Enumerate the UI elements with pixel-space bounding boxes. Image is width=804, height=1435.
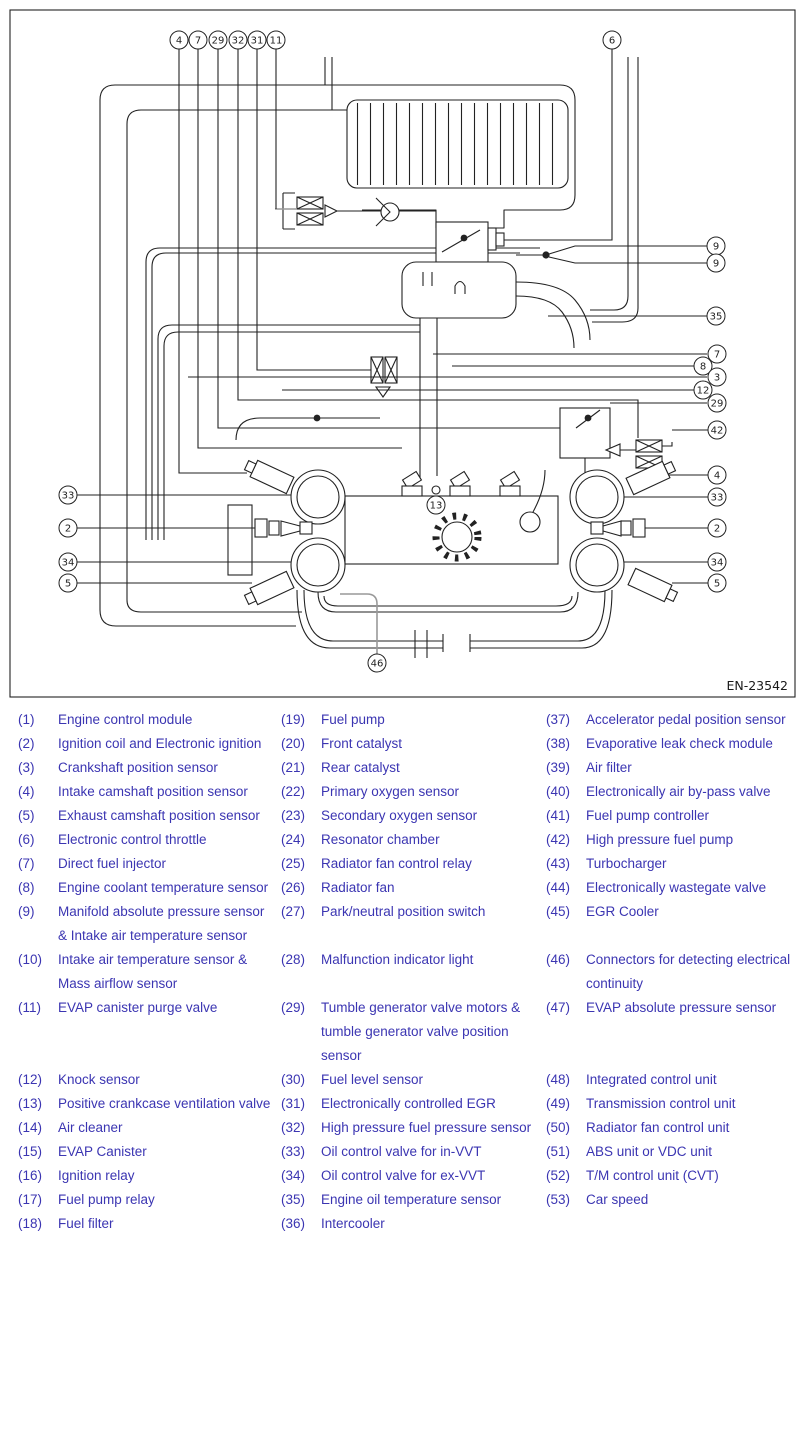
legend-item-number: (7) xyxy=(18,856,35,871)
legend-item-label: Engine oil temperature sensor xyxy=(321,1192,502,1207)
legend-item xyxy=(281,876,546,900)
legend-item-label: Tumble generator valve motors & tumble generator valve position sensor xyxy=(321,1000,521,1063)
callout-42 xyxy=(708,421,726,439)
legend-item-label: Transmission control unit xyxy=(586,1096,736,1111)
legend-item xyxy=(546,732,804,756)
legend-item-label: Front catalyst xyxy=(321,736,403,751)
legend-item xyxy=(18,996,281,1020)
legend-item-label: High pressure fuel pressure sensor xyxy=(321,1120,532,1135)
legend-item xyxy=(546,1092,804,1116)
legend-row xyxy=(18,900,804,948)
legend-row xyxy=(18,1068,804,1092)
legend-item-label: EGR Cooler xyxy=(586,904,659,919)
svg-text:3: 3 xyxy=(713,372,721,384)
legend-item-number: (25) xyxy=(281,856,306,871)
legend-item xyxy=(18,828,281,852)
svg-text:29: 29 xyxy=(211,35,225,47)
figure-code: EN-23542 xyxy=(726,678,788,693)
svg-text:12: 12 xyxy=(696,385,710,397)
legend-row xyxy=(18,1092,804,1116)
svg-text:42: 42 xyxy=(710,425,724,437)
callout-2 xyxy=(708,519,726,537)
legend-item xyxy=(18,708,281,732)
legend-item xyxy=(281,948,546,972)
callout-33 xyxy=(59,486,77,504)
legend-item-number: (8) xyxy=(18,880,35,895)
legend-item xyxy=(281,1140,546,1164)
legend-item-number: (1) xyxy=(18,712,35,727)
svg-text:7: 7 xyxy=(194,35,202,47)
legend-item xyxy=(281,708,546,732)
legend-row xyxy=(18,852,804,876)
legend-item-label: Electronic control throttle xyxy=(58,832,207,847)
legend-item-number: (6) xyxy=(18,832,35,847)
legend-item-number: (18) xyxy=(18,1216,43,1231)
svg-text:35: 35 xyxy=(709,311,723,323)
legend-item xyxy=(281,852,546,876)
legend-item-label: Exhaust camshaft position sensor xyxy=(58,808,260,823)
legend-item-label: Engine coolant temperature sensor xyxy=(58,880,269,895)
legend-item xyxy=(18,948,281,996)
legend-item-number: (51) xyxy=(546,1144,571,1159)
svg-text:11: 11 xyxy=(269,35,283,47)
callout-3 xyxy=(708,368,726,386)
legend-item xyxy=(281,1212,546,1236)
callout-11 xyxy=(267,31,285,49)
legend-item-number: (45) xyxy=(546,904,571,919)
legend-item-number: (47) xyxy=(546,1000,571,1015)
legend-item-number: (52) xyxy=(546,1168,571,1183)
callout-4 xyxy=(170,31,188,49)
intake-manifold xyxy=(402,262,516,318)
legend-item-number: (11) xyxy=(18,1000,42,1015)
legend-item-number: (41) xyxy=(546,808,571,823)
legend-item xyxy=(281,1116,546,1140)
legend-item xyxy=(546,756,804,780)
callout-7 xyxy=(708,345,726,363)
callout-32 xyxy=(229,31,247,49)
throttle-body xyxy=(436,222,504,262)
legend-item-label: Electronically air by-pass valve xyxy=(586,784,771,799)
legend-item-label: Air filter xyxy=(586,760,632,775)
legend-item-label: Resonator chamber xyxy=(321,832,440,847)
engine-diagram-svg xyxy=(0,0,804,700)
legend-item-number: (26) xyxy=(281,880,306,895)
callout-35 xyxy=(707,307,725,325)
svg-text:9: 9 xyxy=(712,258,720,270)
legend-item-label: Fuel pump xyxy=(321,712,385,727)
svg-text:33: 33 xyxy=(61,490,75,502)
svg-text:7: 7 xyxy=(713,349,721,361)
legend-item xyxy=(18,1164,281,1188)
legend-row xyxy=(18,732,804,756)
legend-item-number: (43) xyxy=(546,856,571,871)
legend-item-label: Engine control module xyxy=(58,712,193,727)
legend xyxy=(0,700,804,1246)
legend-item xyxy=(546,1068,804,1092)
legend-item-number: (37) xyxy=(546,712,571,727)
legend-item xyxy=(546,1140,804,1164)
legend-item xyxy=(18,1116,281,1140)
legend-item-label: Connectors for detecting electrical continuity xyxy=(586,952,791,991)
legend-item xyxy=(281,804,546,828)
legend-item-label: Radiator fan xyxy=(321,880,395,895)
callout-46 xyxy=(368,654,386,672)
legend-item-label: Ignition relay xyxy=(58,1168,135,1183)
legend-item-label: Air cleaner xyxy=(58,1120,123,1135)
svg-text:34: 34 xyxy=(61,557,75,569)
legend-item xyxy=(546,852,804,876)
engine-system-diagram xyxy=(0,0,804,700)
legend-item xyxy=(281,828,546,852)
legend-item-label: Malfunction indicator light xyxy=(321,952,474,967)
legend-item xyxy=(281,756,546,780)
legend-item-label: Oil control valve for ex-VVT xyxy=(321,1168,486,1183)
legend-item xyxy=(281,1188,546,1212)
legend-row xyxy=(18,1140,804,1164)
legend-item-label: Radiator fan control relay xyxy=(321,856,472,871)
legend-item-number: (29) xyxy=(281,1000,306,1015)
legend-item-number: (35) xyxy=(281,1192,306,1207)
legend-item-label: Direct fuel injector xyxy=(58,856,167,871)
legend-item-label: ABS unit or VDC unit xyxy=(586,1144,713,1159)
legend-item-number: (12) xyxy=(18,1072,43,1087)
legend-item-number: (19) xyxy=(281,712,306,727)
legend-item-number: (34) xyxy=(281,1168,306,1183)
legend-item xyxy=(546,996,804,1020)
legend-row xyxy=(18,708,804,732)
callout-31 xyxy=(248,31,266,49)
legend-item-label: Fuel filter xyxy=(58,1216,114,1231)
legend-item-label: Fuel level sensor xyxy=(321,1072,424,1087)
svg-text:9: 9 xyxy=(712,241,720,253)
callout-2 xyxy=(59,519,77,537)
legend-item-number: (49) xyxy=(546,1096,571,1111)
callout-5 xyxy=(59,574,77,592)
legend-item-label: Rear catalyst xyxy=(321,760,400,775)
tumble-generator-valve xyxy=(560,408,610,476)
svg-text:6: 6 xyxy=(608,35,616,47)
legend-item-number: (31) xyxy=(281,1096,306,1111)
legend-item-number: (4) xyxy=(18,784,35,799)
legend-item xyxy=(546,1188,804,1212)
legend-item xyxy=(546,780,804,804)
legend-item-number: (38) xyxy=(546,736,571,751)
legend-item-number: (48) xyxy=(546,1072,571,1087)
legend-row xyxy=(18,828,804,852)
legend-row xyxy=(18,996,804,1068)
legend-item-label: Fuel pump relay xyxy=(58,1192,155,1207)
legend-item-number: (3) xyxy=(18,760,35,775)
svg-text:5: 5 xyxy=(713,578,721,590)
callout-5 xyxy=(708,574,726,592)
legend-row xyxy=(18,804,804,828)
legend-item xyxy=(18,1212,281,1236)
legend-item-number: (33) xyxy=(281,1144,306,1159)
callout-9 xyxy=(707,254,725,272)
engine-block xyxy=(228,457,679,608)
legend-item-label: Intake camshaft position sensor xyxy=(58,784,248,799)
legend-item-number: (23) xyxy=(281,808,306,823)
svg-text:2: 2 xyxy=(64,523,72,535)
legend-item-number: (13) xyxy=(18,1096,43,1111)
legend-item-label: EVAP absolute pressure sensor xyxy=(586,1000,777,1015)
purge-valve xyxy=(275,193,337,229)
legend-item-number: (53) xyxy=(546,1192,571,1207)
legend-item-label: Crankshaft position sensor xyxy=(58,760,218,775)
svg-text:4: 4 xyxy=(175,35,183,47)
legend-item-number: (32) xyxy=(281,1120,306,1135)
legend-item-number: (14) xyxy=(18,1120,43,1135)
legend-item-label: Ignition coil and Electronic ignition xyxy=(58,736,262,751)
legend-item xyxy=(546,948,804,996)
legend-item-number: (36) xyxy=(281,1216,306,1231)
legend-item-number: (42) xyxy=(546,832,571,847)
legend-row xyxy=(18,780,804,804)
check-valve xyxy=(337,198,436,226)
legend-row xyxy=(18,1164,804,1188)
callout-9 xyxy=(707,237,725,255)
svg-text:34: 34 xyxy=(710,557,724,569)
legend-item-number: (17) xyxy=(18,1192,43,1207)
callout-34 xyxy=(59,553,77,571)
callout-7 xyxy=(189,31,207,49)
legend-item-label: Electronically controlled EGR xyxy=(321,1096,496,1111)
callout-13 xyxy=(427,496,445,514)
legend-item xyxy=(281,1068,546,1092)
legend-item-number: (16) xyxy=(18,1168,43,1183)
legend-item-label: Intercooler xyxy=(321,1216,385,1231)
legend-item-number: (27) xyxy=(281,904,306,919)
legend-row xyxy=(18,876,804,900)
legend-item xyxy=(18,1188,281,1212)
legend-item-number: (21) xyxy=(281,760,306,775)
legend-item xyxy=(18,876,281,900)
legend-item-number: (2) xyxy=(18,736,35,751)
svg-text:5: 5 xyxy=(64,578,72,590)
callout-33 xyxy=(708,488,726,506)
legend-item-label: Radiator fan control unit xyxy=(586,1120,730,1135)
map-sensor-junction xyxy=(516,246,707,263)
legend-item-label: Secondary oxygen sensor xyxy=(321,808,478,823)
legend-item xyxy=(281,732,546,756)
legend-item xyxy=(18,1068,281,1092)
legend-item-number: (20) xyxy=(281,736,306,751)
legend-row xyxy=(18,756,804,780)
legend-item xyxy=(18,756,281,780)
legend-item xyxy=(281,1164,546,1188)
svg-text:8: 8 xyxy=(699,361,707,373)
callout-4 xyxy=(708,466,726,484)
legend-item xyxy=(546,708,804,732)
legend-item xyxy=(546,1116,804,1140)
legend-item-label: Evaporative leak check module xyxy=(586,736,773,751)
legend-item-label: T/M control unit (CVT) xyxy=(586,1168,719,1183)
legend-item xyxy=(18,732,281,756)
pcv-valve xyxy=(432,486,440,494)
legend-item-number: (30) xyxy=(281,1072,306,1087)
legend-item-number: (40) xyxy=(546,784,571,799)
callout-29 xyxy=(209,31,227,49)
legend-item-label: Accelerator pedal position sensor xyxy=(586,712,786,727)
legend-item-number: (10) xyxy=(18,952,43,967)
legend-item-label: Electronically wastegate valve xyxy=(586,880,767,895)
legend-item-label: Car speed xyxy=(586,1192,649,1207)
legend-item-label: Intake air temperature sensor & Mass airflow sensor xyxy=(58,952,248,991)
legend-item-label: Knock sensor xyxy=(58,1072,140,1087)
svg-text:31: 31 xyxy=(250,35,264,47)
svg-text:32: 32 xyxy=(231,35,245,47)
legend-item xyxy=(18,900,281,948)
callout-34 xyxy=(708,553,726,571)
legend-item xyxy=(18,1140,281,1164)
svg-text:2: 2 xyxy=(713,523,721,535)
legend-item xyxy=(281,996,546,1068)
legend-item-number: (9) xyxy=(18,904,35,919)
legend-item-number: (24) xyxy=(281,832,306,847)
legend-item xyxy=(546,1164,804,1188)
legend-item-label: Primary oxygen sensor xyxy=(321,784,460,799)
intercooler xyxy=(347,100,568,188)
legend-item-label: EVAP canister purge valve xyxy=(58,1000,218,1015)
legend-item-number: (39) xyxy=(546,760,571,775)
legend-item-number: (50) xyxy=(546,1120,571,1135)
legend-item xyxy=(281,1092,546,1116)
legend-item xyxy=(18,780,281,804)
legend-item-label: EVAP Canister xyxy=(58,1144,147,1159)
svg-text:29: 29 xyxy=(710,398,724,410)
legend-row xyxy=(18,948,804,996)
callout-12 xyxy=(694,381,712,399)
legend-item-number: (5) xyxy=(18,808,35,823)
legend-item-label: Oil control valve for in-VVT xyxy=(321,1144,482,1159)
legend-item-label: Park/neutral position switch xyxy=(321,904,486,919)
legend-row xyxy=(18,1116,804,1140)
legend-item xyxy=(281,780,546,804)
legend-item xyxy=(546,804,804,828)
svg-text:33: 33 xyxy=(710,492,724,504)
callout-29 xyxy=(708,394,726,412)
legend-item-number: (44) xyxy=(546,880,571,895)
legend-row xyxy=(18,1188,804,1212)
svg-text:46: 46 xyxy=(370,658,384,670)
legend-item xyxy=(546,828,804,852)
legend-item-label: Manifold absolute pressure sensor & Intake air temperature sensor xyxy=(58,904,265,943)
legend-item-label: Positive crankcase ventilation valve xyxy=(58,1096,271,1111)
legend-item xyxy=(18,852,281,876)
svg-text:4: 4 xyxy=(713,470,721,482)
legend-item xyxy=(18,1092,281,1116)
legend-item-label: High pressure fuel pump xyxy=(586,832,734,847)
legend-item-label: Integrated control unit xyxy=(586,1072,717,1087)
legend-item xyxy=(281,900,546,924)
legend-item xyxy=(18,804,281,828)
legend-item xyxy=(546,900,804,924)
legend-item-number: (15) xyxy=(18,1144,43,1159)
callout-6 xyxy=(603,31,621,49)
legend-item-number: (28) xyxy=(281,952,306,967)
svg-text:13: 13 xyxy=(429,500,443,512)
legend-item-label: Fuel pump controller xyxy=(586,808,710,823)
legend-item-number: (46) xyxy=(546,952,571,967)
legend-item-label: Turbocharger xyxy=(586,856,667,871)
legend-item xyxy=(546,876,804,900)
legend-row xyxy=(18,1212,804,1236)
legend-item-number: (22) xyxy=(281,784,306,799)
